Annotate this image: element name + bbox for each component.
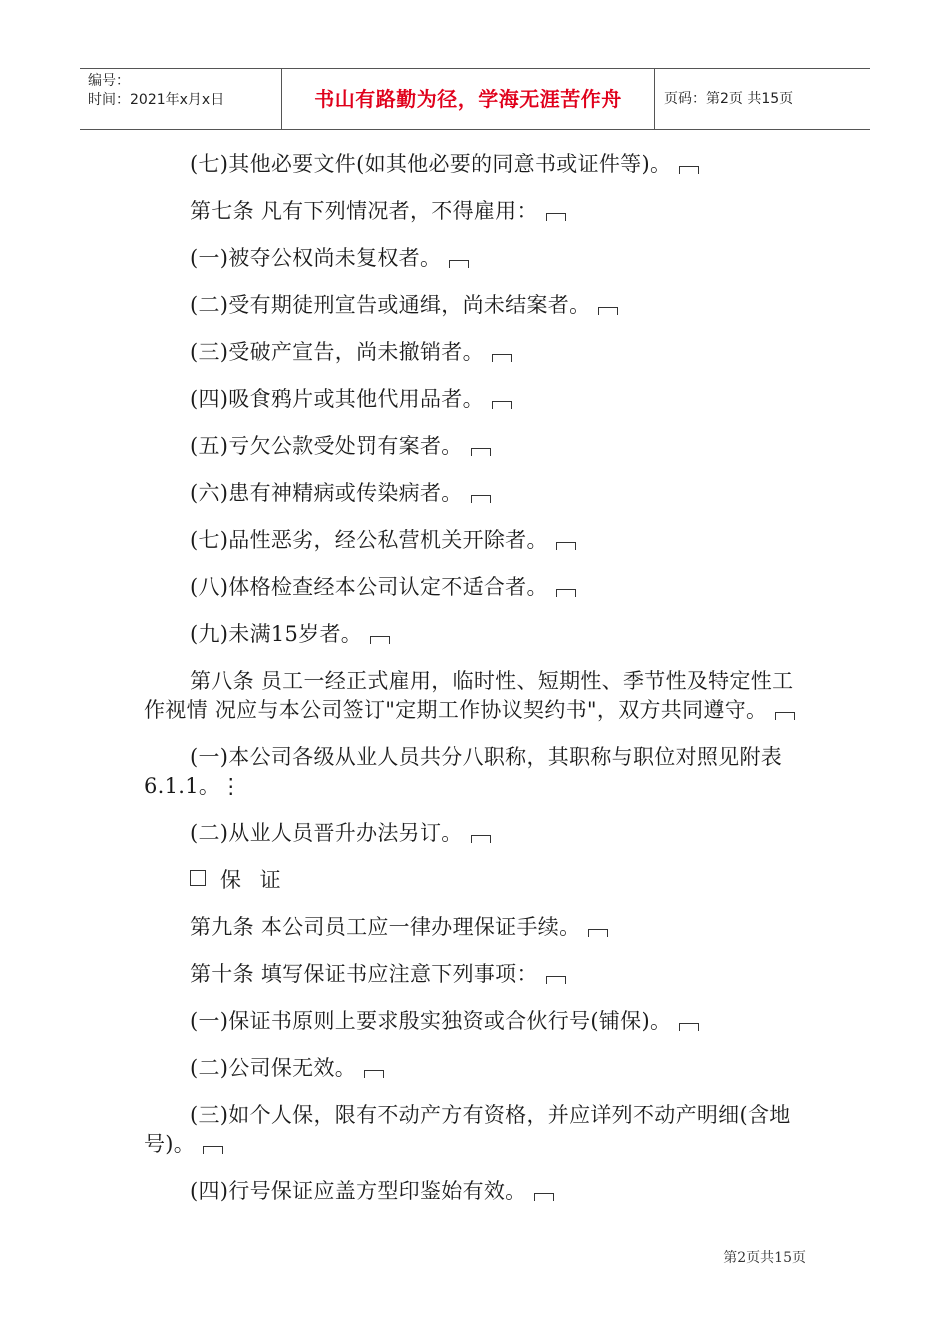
paragraph-text: (一)本公司各级从业人员共分八职称，其职称与职位对照见附表6.1.1。⋮ bbox=[144, 745, 783, 798]
paragraph-text: (四)吸食鸦片或其他代用品者。 bbox=[190, 387, 484, 411]
paragraph bbox=[144, 819, 812, 848]
header-meta bbox=[88, 72, 282, 110]
paragraph-text: (一)被夺公权尚未复权者。 bbox=[190, 246, 442, 270]
paragraph-text: (三)受破产宣告，尚未撤销者。 bbox=[190, 340, 484, 364]
paragraph-mark-icon bbox=[556, 589, 576, 597]
page-header bbox=[80, 68, 870, 130]
paragraph-text: (六)患有神精病或传染病者。 bbox=[190, 481, 463, 505]
paragraph bbox=[144, 526, 812, 555]
paragraph-mark-icon bbox=[598, 307, 618, 315]
paragraph bbox=[144, 1007, 812, 1036]
paragraph bbox=[144, 1101, 812, 1159]
paragraph-text: 第九条 本公司员工应一律办理保证手续。 bbox=[190, 915, 581, 939]
document-number-label: 编号： bbox=[88, 73, 130, 89]
paragraph bbox=[144, 338, 812, 367]
paragraph-text: 第七条 凡有下列情况者，不得雇用： bbox=[190, 199, 538, 223]
paragraph-mark-icon bbox=[471, 495, 491, 503]
paragraph-mark-icon bbox=[556, 542, 576, 550]
paragraph bbox=[144, 150, 812, 179]
paragraph-mark-icon bbox=[471, 835, 491, 843]
paragraph-text: (二)从业人员晋升办法另订。 bbox=[190, 821, 463, 845]
checkbox-icon bbox=[190, 870, 206, 886]
paragraph-text: (五)亏欠公款受处罚有案者。 bbox=[190, 434, 463, 458]
paragraph-text: (八)体格检查经本公司认定不适合者。 bbox=[190, 575, 548, 599]
paragraph bbox=[144, 432, 812, 461]
paragraph bbox=[144, 620, 812, 649]
paragraph bbox=[144, 743, 812, 801]
paragraph bbox=[144, 960, 812, 989]
paragraph bbox=[144, 385, 812, 414]
paragraph-mark-icon bbox=[546, 976, 566, 984]
paragraph-text: 第八条 员工一经正式雇用，临时性、短期性、季节性及特定性工作视情 况应与本公司签订"定期工作协议契约书"，双方共同遵守。 bbox=[144, 669, 794, 722]
paragraph-mark-icon bbox=[492, 401, 512, 409]
paragraph-mark-icon bbox=[492, 354, 512, 362]
paragraph-mark-icon bbox=[203, 1146, 223, 1154]
paragraph-mark-icon bbox=[679, 1023, 699, 1031]
paragraph-mark-icon bbox=[449, 260, 469, 268]
paragraph-mark-icon bbox=[775, 712, 795, 720]
paragraph bbox=[144, 913, 812, 942]
paragraph-text: 第十条 填写保证书应注意下列事项： bbox=[190, 962, 538, 986]
paragraph-text: (四)行号保证应盖方型印鉴始有效。 bbox=[190, 1179, 527, 1203]
paragraph-mark-icon bbox=[364, 1070, 384, 1078]
paragraph bbox=[144, 1054, 812, 1083]
paragraph-text: (二)受有期徒刑宣告或通缉，尚未结案者。 bbox=[190, 293, 591, 317]
paragraph-mark-icon bbox=[546, 213, 566, 221]
paragraph-mark-icon bbox=[370, 636, 390, 644]
paragraph-text: (七)品性恶劣，经公私营机关开除者。 bbox=[190, 528, 548, 552]
paragraph bbox=[144, 244, 812, 273]
paragraph bbox=[144, 479, 812, 508]
paragraph-text: (九)未满15岁者。 bbox=[190, 622, 363, 646]
header-page-info: 页码：第2页 共15页 bbox=[664, 91, 794, 107]
paragraph-mark-icon bbox=[588, 929, 608, 937]
section-heading-text: 保 证 bbox=[220, 868, 287, 892]
header-divider-right bbox=[654, 69, 655, 129]
document-time-label: 时间：2021年x月x日 bbox=[88, 92, 225, 108]
paragraph bbox=[144, 573, 812, 602]
paragraph bbox=[144, 667, 812, 725]
paragraph bbox=[144, 197, 812, 226]
paragraph-text: (二)公司保无效。 bbox=[190, 1056, 357, 1080]
paragraph-mark-icon bbox=[471, 448, 491, 456]
paragraph bbox=[144, 1177, 812, 1206]
document-body bbox=[144, 150, 812, 1224]
paragraph-mark-icon bbox=[534, 1193, 554, 1201]
page-footer: 第2页共15页 bbox=[723, 1250, 806, 1266]
paragraph-text: (一)保证书原则上要求殷实独资或合伙行号(铺保)。 bbox=[190, 1009, 672, 1033]
paragraph-mark-icon bbox=[679, 166, 699, 174]
header-motto: 书山有路勤为径，学海无涯苦作舟 bbox=[314, 87, 622, 111]
paragraph-text: (七)其他必要文件(如其他必要的同意书或证件等)。 bbox=[190, 152, 672, 176]
paragraph bbox=[144, 291, 812, 320]
section-heading bbox=[144, 866, 812, 895]
paragraph-text: (三)如个人保，限有不动产方有资格，并应详列不动产明细(含地号)。 bbox=[144, 1103, 791, 1156]
